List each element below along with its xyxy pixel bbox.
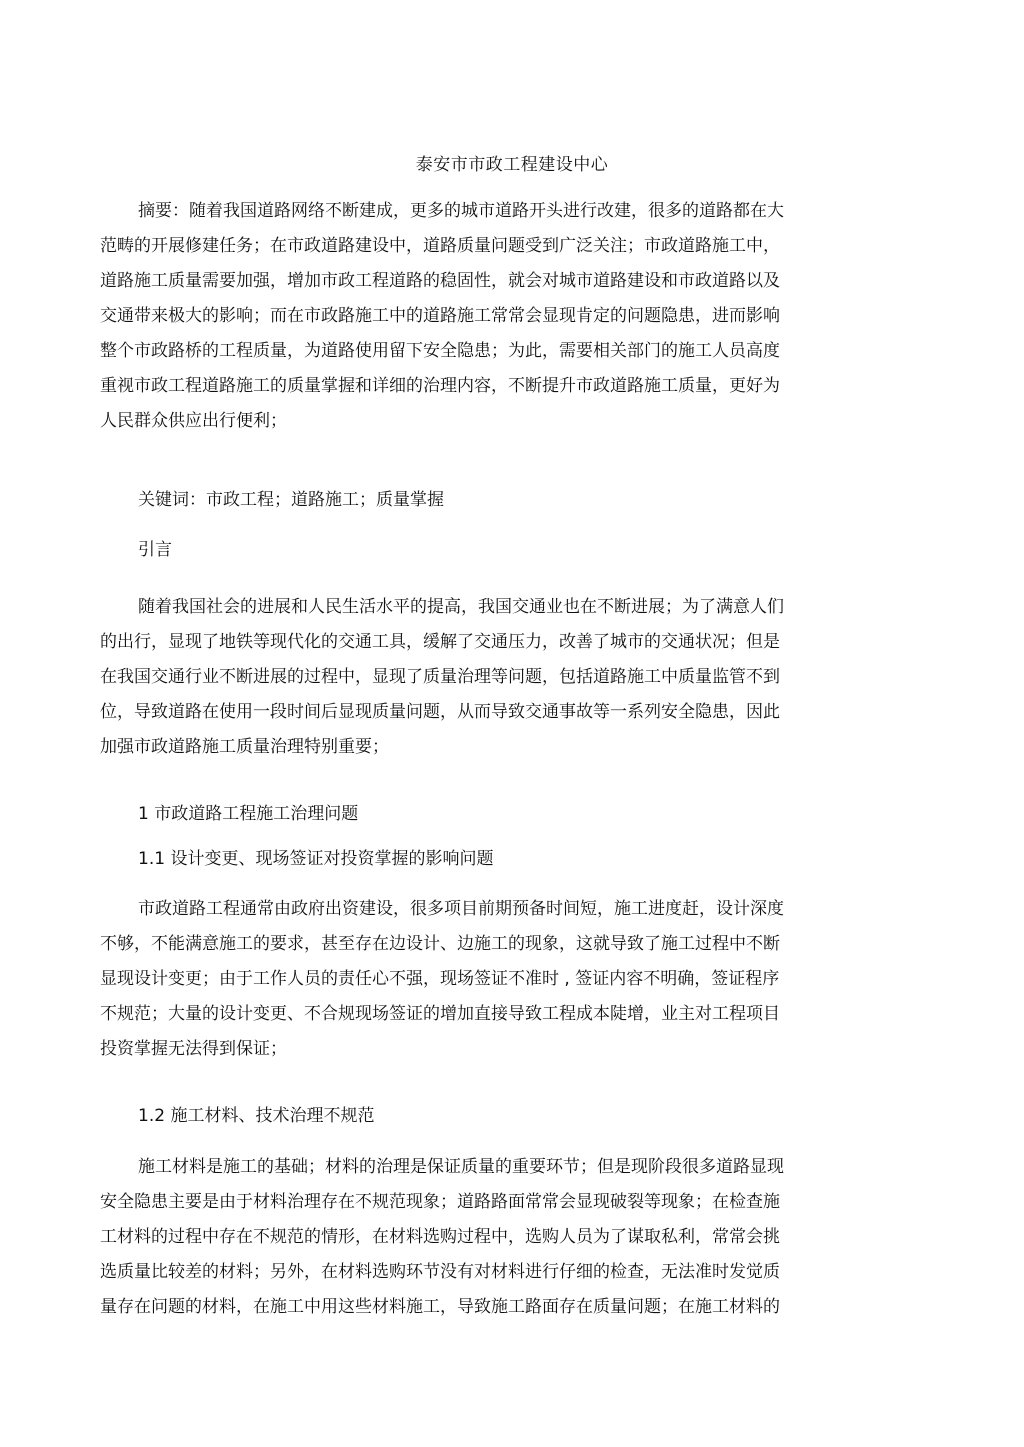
paragraph-line: 安全隐患主要是由于材料治理存在不规范现象；道路路面常常会显现破裂等现象；在检查施 — [100, 1192, 780, 1212]
paragraph-line: 位，导致道路在使用一段时间后显现质量问题，从而导致交通事故等一系列安全隐患，因此 — [100, 702, 780, 722]
paragraph-line: 整个市政路桥的工程质量，为道路使用留下安全隐患；为此，需要相关部门的施工人员高度 — [100, 341, 780, 361]
section-1-2-paragraph — [100, 1150, 900, 1325]
paragraph-line: 不规范；大量的设计变更、不合规现场签证的增加直接导致工程成本陡增，业主对工程项目 — [100, 1004, 780, 1024]
paragraph-line: 人民群众供应出行便利； — [100, 411, 287, 431]
section-1-heading: 1 市政道路工程施工治理问题 — [138, 804, 359, 824]
organization-title: 泰安市市政工程建设中心 — [415, 155, 609, 175]
paragraph-line: 市政道路工程通常由政府出资建设，很多项目前期预备时间短，施工进度赶，设计深度 — [138, 899, 784, 919]
paragraph-line: 量存在问题的材料，在施工中用这些材料施工，导致施工路面存在质量问题；在施工材料的 — [100, 1297, 780, 1317]
keywords-line: 关键词：市政工程；道路施工；质量掌握 — [138, 490, 444, 510]
section-1-1-heading: 1.1 设计变更、现场签证对投资掌握的影响问题 — [138, 849, 494, 869]
paragraph-line: 道路施工质量需要加强，增加市政工程道路的稳固性，就会对城市道路建设和市政道路以及 — [100, 271, 780, 291]
abstract-paragraph — [100, 194, 900, 439]
paragraph-line: 不够，不能满意施工的要求，甚至存在边设计、边施工的现象，这就导致了施工过程中不断 — [100, 934, 780, 954]
paragraph-line: 施工材料是施工的基础；材料的治理是保证质量的重要环节；但是现阶段很多道路显现 — [138, 1157, 784, 1177]
paragraph-line: 范畴的开展修建任务；在市政道路建设中，道路质量问题受到广泛关注；市政道路施工中， — [100, 236, 780, 256]
paragraph-line: 交通带来极大的影响；而在市政路施工中的道路施工常常会显现肯定的问题隐患，进而影响 — [100, 306, 780, 326]
paragraph-line: 随着我国社会的进展和人民生活水平的提高，我国交通业也在不断进展；为了满意人们 — [138, 597, 784, 617]
paragraph-line: 投资掌握无法得到保证； — [100, 1039, 287, 1059]
paragraph-line: 工材料的过程中存在不规范的情形，在材料选购过程中，选购人员为了谋取私利，常常会挑 — [100, 1227, 780, 1247]
intro-heading: 引言 — [138, 540, 172, 560]
section-1-1-paragraph — [100, 892, 900, 1067]
paragraph-line: 摘要：随着我国道路网络不断建成，更多的城市道路开头进行改建，很多的道路都在大 — [138, 201, 784, 221]
paragraph-line: 在我国交通行业不断进展的过程中，显现了质量治理等问题，包括道路施工中质量监管不到 — [100, 667, 780, 687]
paragraph-line: 显现设计变更；由于工作人员的责任心不强，现场签证不准时 , 签证内容不明确，签证程序 — [100, 969, 780, 989]
section-1-2-heading: 1.2 施工材料、技术治理不规范 — [138, 1106, 375, 1126]
paragraph-line: 的出行，显现了地铁等现代化的交通工具，缓解了交通压力，改善了城市的交通状况；但是 — [100, 632, 780, 652]
paragraph-line: 重视市政工程道路施工的质量掌握和详细的治理内容，不断提升市政道路施工质量，更好为 — [100, 376, 780, 396]
paragraph-line: 选质量比较差的材料；另外，在材料选购环节没有对材料进行仔细的检查，无法准时发觉质 — [100, 1262, 780, 1282]
paragraph-line: 加强市政道路施工质量治理特别重要； — [100, 737, 389, 757]
intro-paragraph — [100, 590, 900, 765]
